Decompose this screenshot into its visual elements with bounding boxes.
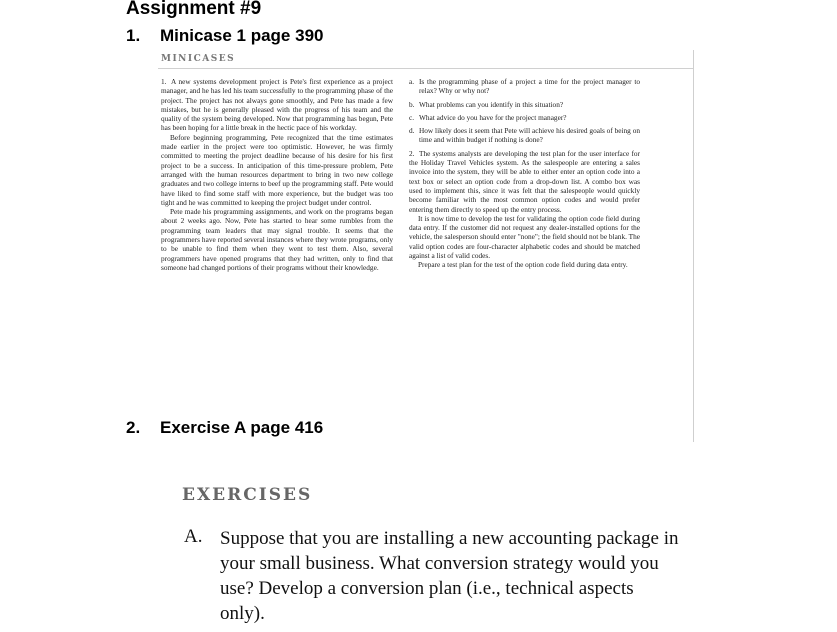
exercises-heading: EXERCISES [182,485,313,505]
exercise-a-text: Suppose that you are installing a new accounting package in your small business. What conversion strategy would you use? Develop a conversion plan (i.e., technical aspects only). [220,528,679,624]
item-2-number: 2. [126,418,141,437]
case2-para1 [409,149,640,214]
minicases-excerpt [158,56,694,442]
minicases-top-rule [158,68,694,69]
minicases-heading: MINICASES [161,54,236,64]
item-1-number: 1. [126,26,141,45]
exercise-a-letter: A. [184,526,203,547]
case1-para1-text: A new systems development project is Pete's first experience as a project manager, and he has led his team successfully to the programming phase of the project. The project has not always gone smoothly, and Pete has made a few mistakes, but he is generally pleased with the progress of his team and the quality of the system being developed. Now that programming has begun, Pete has been hoping for a little break in the hectic pace of his workday. [161,77,393,133]
case1-para3: Pete made his programming assignments, and work on the programs began about 2 weeks ago. Now, Pete has started to hear some rumbles from the programming team leaders that may signal trouble. It seems that the programmers have reported several instances where they wrote programs, only to be unable to find them when they went to test them. Also, several programmers have opened programs that they had written, only to find that someone had changed portions of their programs without their knowledge. [161,207,393,272]
case2-para2: It is now time to develop the test for validating the option code field during data entry. If the customer did not request any dealer-installed options for the vehicle, the salesperson should enter "none"; the field should not be blank. The valid option codes are four-character alphabetic codes and should be matched against a list of valid codes. [409,213,640,261]
case1-para2: Before beginning programming, Pete recognized that the time estimates made earlier in the project were too optimistic. However, he was firmly committed to meeting the project deadline because of his desire for his first project to be a success. In anticipation of this time-pressure problem, Pete arranged with the human resources department to bring in two new college graduates and two college interns to beef up the programming staff. Pete would have liked to find some staff with more experience, but the budget was too tight and he was committed to keeping the project budget under control. [161,132,393,207]
case2-para3: Prepare a test plan for the test of the option code field during data entry. [418,260,628,270]
minicase-right-column [409,77,640,270]
case2-para1-text: The systems analysts are developing the test plan for the user interface for the Holiday Travel Vehicles system. As the salespeople are entering a sales invoice into the system, they will be able to either enter an option code into a text box or select an option code from a drop-down list. A combo box was used to implement this, since it was felt that the salespeople would quickly become familiar with the most common option codes and would prefer entering them directly to speed up the entry process. [409,148,640,214]
case1-number: 1. [161,77,167,86]
case1-question-a: a. Is the programming phase of a project a time for the project manager to relax? Why or why not? [409,77,640,96]
item-2-label: Exercise A page 416 [160,418,324,437]
case2-number: 2. [409,148,415,158]
assignment-title: Assignment #9 [126,0,262,19]
case1-question-d: d. How likely does it seem that Pete will achieve his desired goals of being on time and within budget if nothing is done? [409,126,640,145]
item-1-label: Minicase 1 page 390 [160,26,324,45]
case1-question-c: c. What advice do you have for the project manager? [409,112,567,122]
minicases-right-rule [693,50,694,442]
case1-para1 [161,77,393,133]
case1-question-b: b. What problems can you identify in this situation? [409,99,564,109]
minicase-left-column [161,77,393,272]
